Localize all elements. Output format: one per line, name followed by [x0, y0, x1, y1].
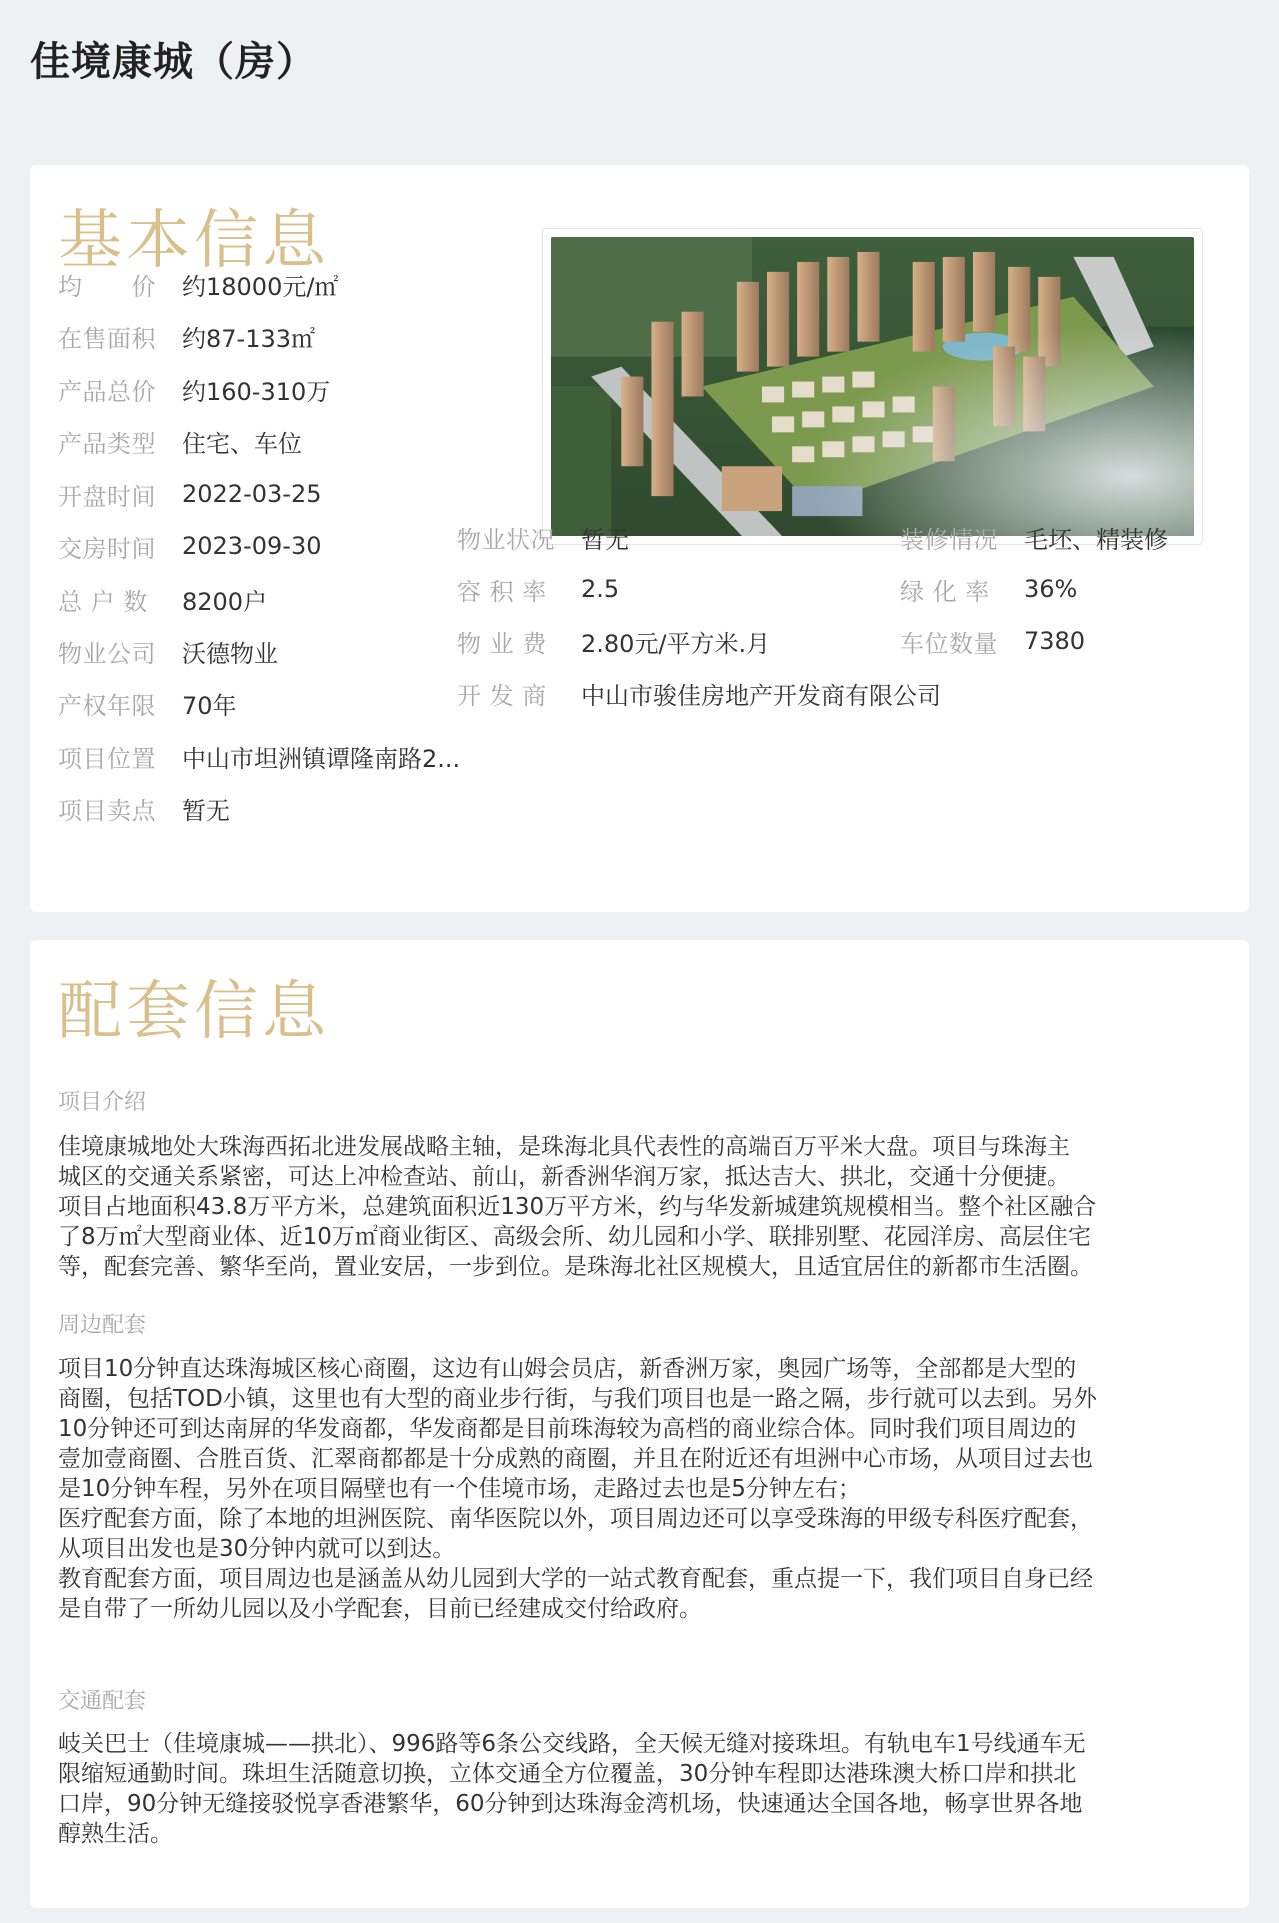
surroundings-text: 项目10分钟直达珠海城区核心商圈，这边有山姆会员店，新香洲万家，奥园广场等，全部都是大型的 商圈，包括TOD小镇，这里也有大型的商业步行街，与我们项目也是一路之隔，步行就可以去到。另外 10分钟还可到达南屏的华发商都，华发商都是目前珠海较为高档的商业综合体。同时我们项目周边的 壹加壹商圈、合胜百货、汇翠商都都是十分成熟的商圈，并且在附近还有坦洲中心市场，从项目过去也 是10分钟车程，另外在项目隔壁也有一个佳境市场，走路过去也是5分钟左右； 医疗配套方面，除了本地的坦洲医院、南华医院以外，项目周边还可以享受珠海的甲级专科医疗配套， 从项目出发也是30分钟内就可以到达。 教育配套方面，项目周边也是涵盖从幼儿园到大学的一站式教育配套，重点提一下，我们项目自身已经 是自带了一所幼儿园以及小学配套，目前已经建成交付给政府。 [58, 1356, 1097, 1622]
field-label: 项目卖点 [58, 796, 156, 825]
field-value: 沃德物业 [182, 639, 278, 668]
field-plot-ratio [457, 571, 619, 607]
field-value: 毛坯、精装修 [1024, 525, 1168, 554]
field-selling-points [58, 790, 230, 826]
field-value: 70年 [182, 691, 237, 720]
project-intro-text: 佳境康城地处大珠海西拓北进发展战略主轴，是珠海北具代表性的高端百万平米大盘。项目与珠海主 城区的交通关系紧密，可达上冲检查站、前山，新香洲华润万家，抵达吉大、拱北，交通十分便捷。 项目占地面积43.8万平方米，总建筑面积近130万平方米，约与华发新城建筑规模相当。整个社区融合 了8万㎡大型商业体、近10万㎡商业街区、高级会所、幼儿园和小学、联排别墅、花园洋房、高层住宅 等，配套完善、繁华至尚，置业安居，一步到位。是珠海北社区规模大，且适宜居住的新都市生活圈。 [58, 1134, 1097, 1280]
field-delivery-date [58, 528, 321, 564]
field-property-status [457, 519, 629, 555]
field-parking-count [900, 623, 1085, 659]
field-label: 容 积 率 [457, 577, 547, 606]
field-label: 物业状况 [457, 525, 555, 554]
basic-info-card [30, 165, 1249, 912]
field-value: 中山市坦洲镇谭隆南路2... [182, 744, 461, 773]
aerial-render-image [551, 237, 1194, 536]
field-value: 2.5 [581, 575, 620, 603]
page-title: 佳境康城（房） [30, 39, 317, 85]
field-label: 装修情况 [900, 525, 998, 554]
transport-label: 交通配套 [58, 1689, 147, 1714]
field-label: 总 户 数 [58, 587, 148, 616]
field-property-fee [457, 623, 770, 659]
field-label: 项目位置 [58, 744, 156, 773]
aerial-render-graphic [551, 237, 1194, 536]
field-location[interactable] [58, 738, 460, 774]
field-value: 中山市骏佳房地产开发商有限公司 [581, 681, 941, 710]
field-label: 均 价 [58, 272, 156, 301]
field-label: 产品总价 [58, 377, 156, 406]
field-avg-price [58, 266, 338, 302]
field-total-price [58, 371, 330, 407]
field-decoration [900, 519, 1168, 555]
surroundings-label: 周边配套 [58, 1313, 147, 1338]
field-households [58, 581, 267, 617]
field-value: 8200户 [182, 587, 268, 616]
field-label: 交房时间 [58, 534, 156, 563]
field-sale-area [58, 318, 315, 354]
field-value: 约87-133㎡ [182, 324, 316, 353]
field-opening-date [58, 476, 321, 512]
field-label: 开 发 商 [457, 681, 547, 710]
project-intro-label: 项目介绍 [58, 1090, 147, 1115]
transport-text: 岐关巴士（佳境康城——拱北）、996路等6条公交线路，全天候无缝对接珠坦。有轨电车1号线通车无 限缩短通勤时间。珠坦生活随意切换，立体交通全方位覆盖，30分钟车程即达港珠澳大桥口岸和拱北 口岸，90分钟无缝接驳悦享香港繁华，60分钟到达珠海金湾机场，快速通达全国各地，畅享世界各地 醇熟生活。 [58, 1731, 1086, 1847]
field-value: 2.80元/平方米.月 [581, 629, 771, 658]
field-product-type [58, 423, 302, 459]
facility-info-card [30, 940, 1249, 1908]
field-label: 开盘时间 [58, 482, 156, 511]
basic-info-heading: 基本信息 [58, 204, 330, 278]
field-label: 物业公司 [58, 639, 156, 668]
field-value: 约18000元/㎡ [182, 272, 339, 301]
field-property-company [58, 633, 278, 669]
project-photo[interactable] [542, 228, 1203, 545]
facility-info-heading: 配套信息 [58, 975, 330, 1049]
field-green-rate [900, 571, 1077, 607]
field-value: 约160-310万 [182, 377, 331, 406]
field-value: 2022-03-25 [182, 480, 322, 508]
field-label: 车位数量 [900, 629, 998, 658]
field-ownership-years [58, 685, 237, 721]
field-label: 绿 化 率 [900, 577, 990, 606]
field-label: 在售面积 [58, 324, 156, 353]
field-value: 36% [1024, 575, 1078, 603]
field-label: 产品类型 [58, 429, 156, 458]
field-developer [457, 675, 941, 711]
field-value: 暂无 [581, 525, 629, 554]
field-value: 暂无 [182, 796, 230, 825]
field-value: 2023-09-30 [182, 532, 322, 560]
field-value: 住宅、车位 [182, 429, 302, 458]
field-label: 物 业 费 [457, 629, 547, 658]
field-label: 产权年限 [58, 691, 156, 720]
field-value: 7380 [1024, 627, 1086, 655]
